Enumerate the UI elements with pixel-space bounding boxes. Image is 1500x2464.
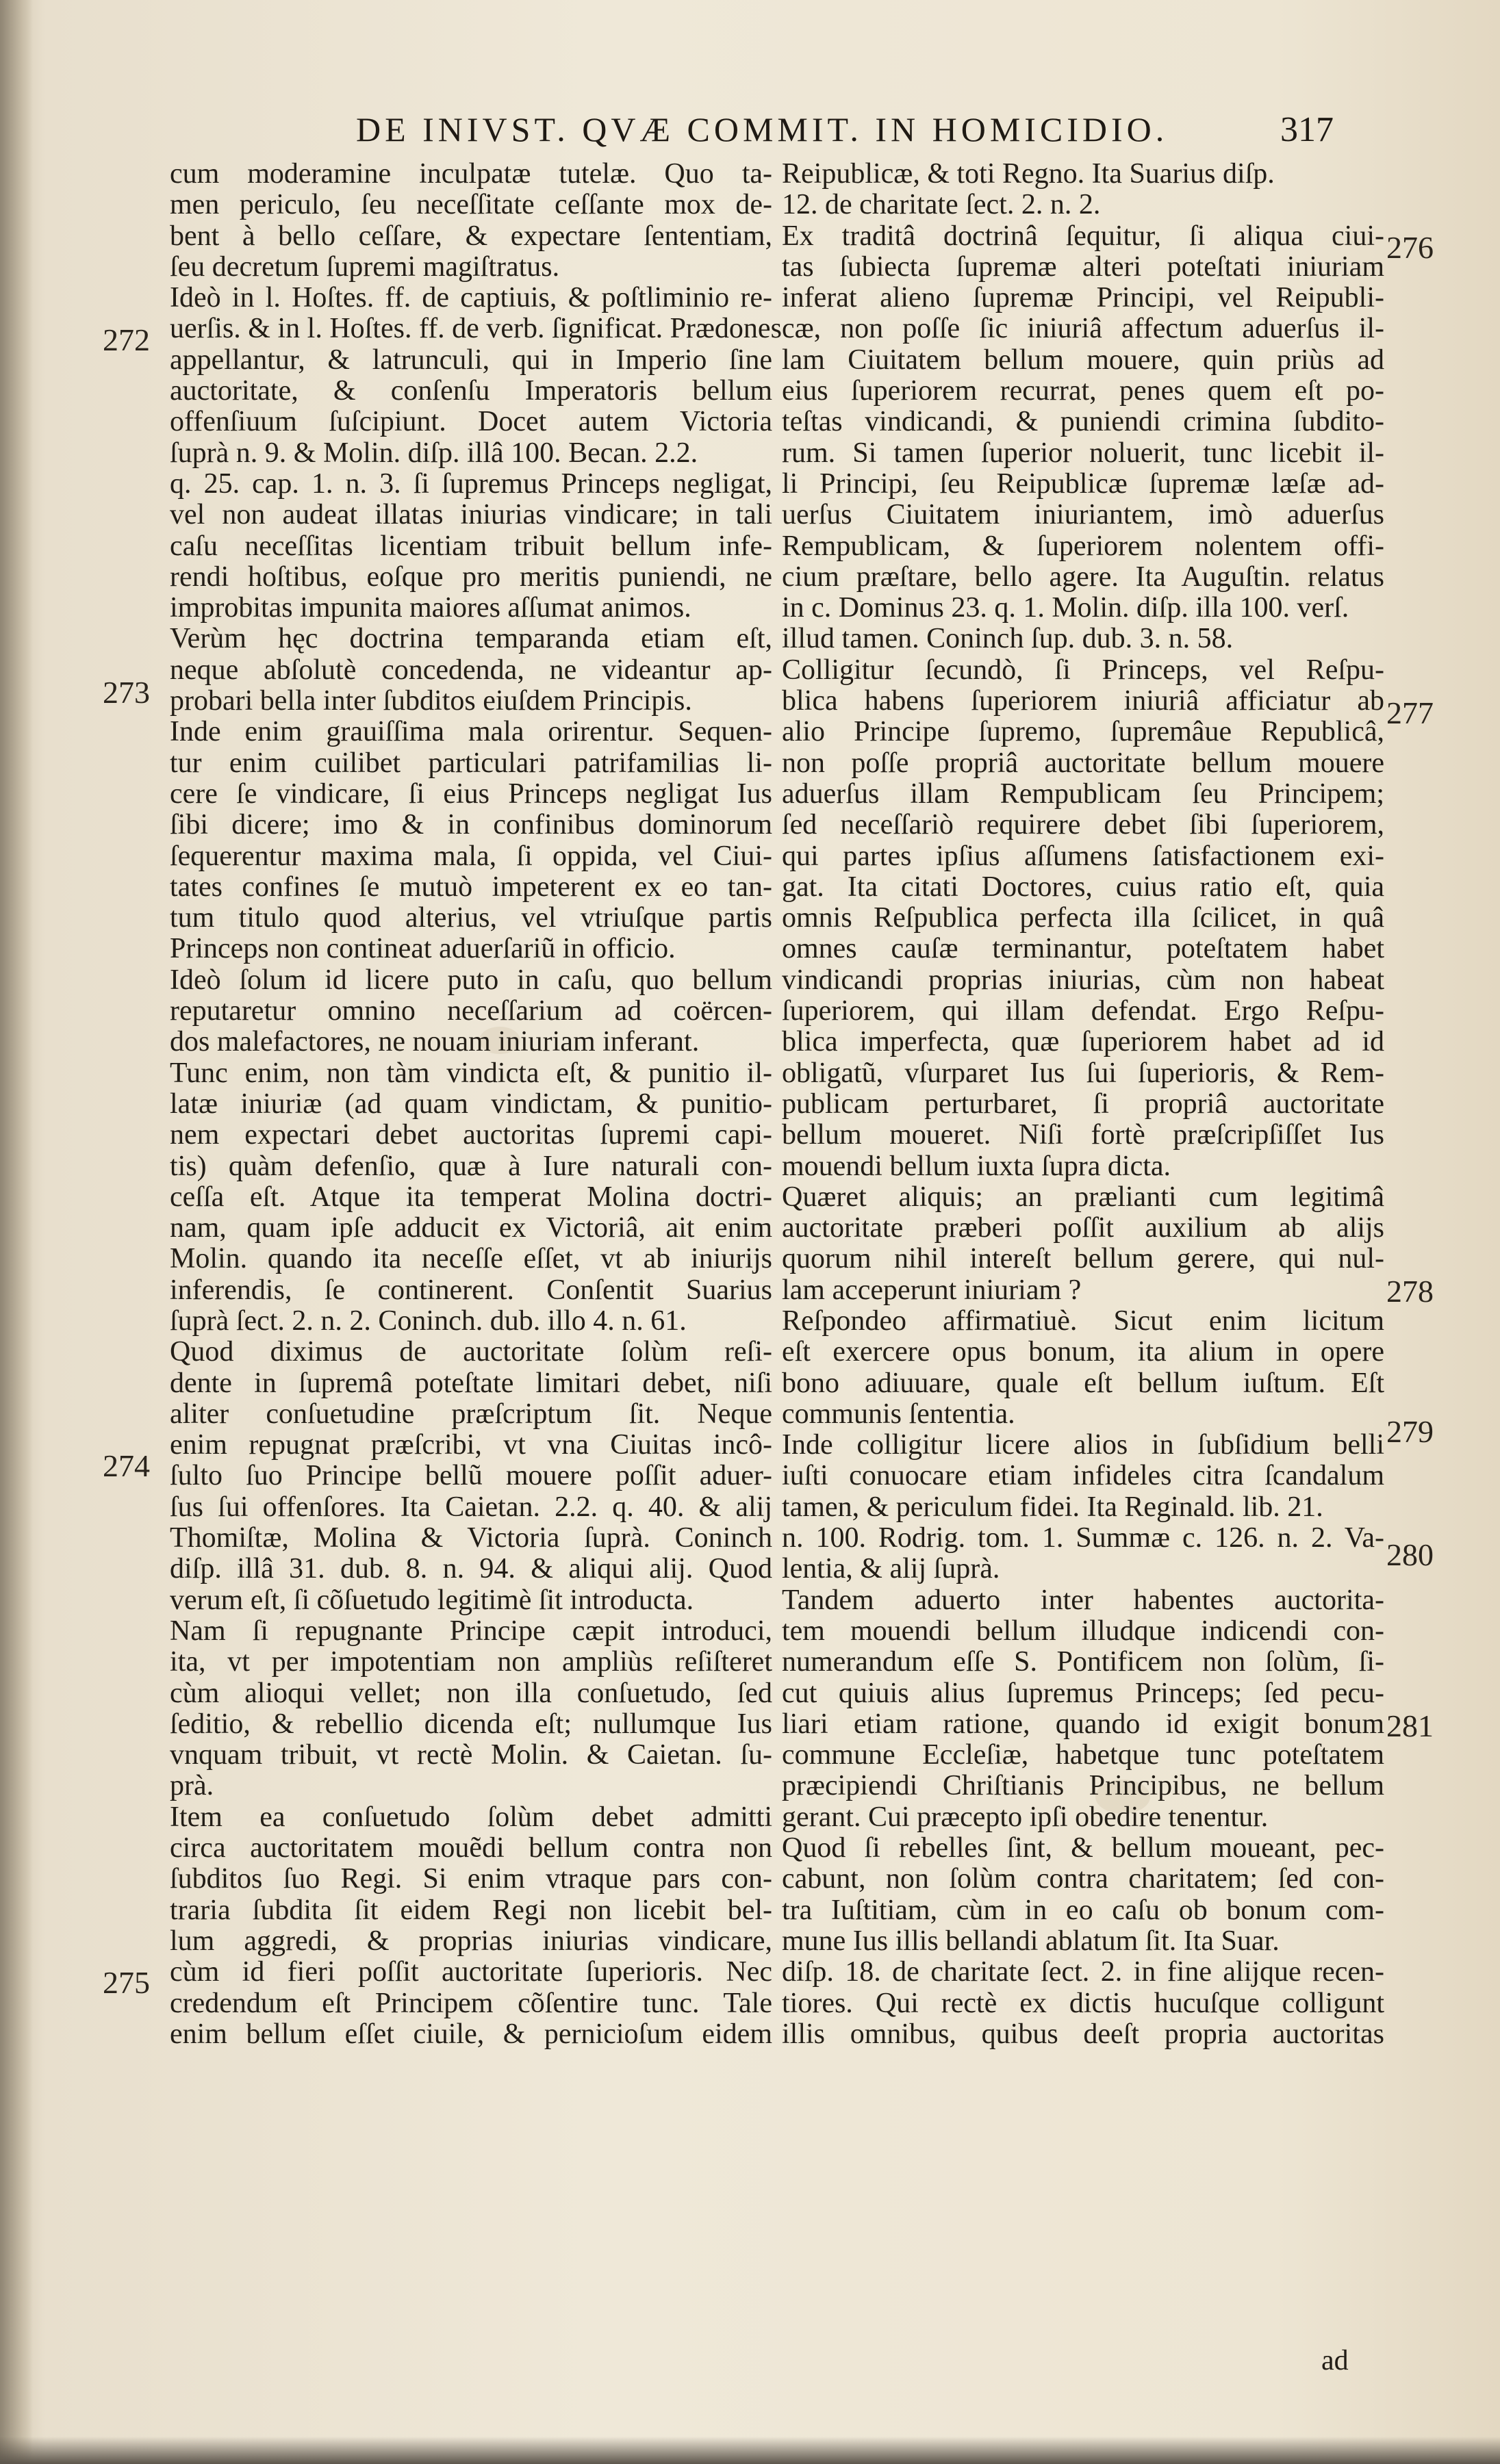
right-column-line: qui partes ipſius aſſumens ſatisfactionem exi- (782, 840, 1384, 872)
catchword: ad (1321, 2345, 1349, 2376)
right-column-line: alio Principe ſupremo, ſupremâue Republicâ, (782, 716, 1384, 748)
left-column-line: ceſſa eſt. Atque ita temperat Molina doctri- (170, 1181, 772, 1213)
right-column-line: uerſus Ciuitatem iniuriantem, imò aduerſus (782, 499, 1384, 531)
left-column-line: Inde enim grauiſſima mala orirentur. Sequen- (170, 716, 772, 748)
left-column-line: traria ſubdita ſit eidem Regi non licebit bel- (170, 1894, 772, 1926)
left-column-line: nam, quam ipſe adducit ex Victoriâ, ait enim (170, 1212, 772, 1244)
left-column-line: Princeps non contineat aduerſariũ in officio. (170, 933, 676, 965)
left-column-line: ſus ſui offenſores. Ita Caietan. 2.2. q. 40. & alij (170, 1491, 772, 1523)
left-column-line: uerſis. & in l. Hoſtes. ff. de verb. ſignificat. Prædones (170, 313, 782, 345)
right-column-line: Rempublicam, & ſuperiorem nolentem offi- (782, 530, 1384, 562)
right-column-line: li Principi, ſeu Reipublicæ ſupremæ læſæ ad- (782, 467, 1384, 500)
right-column-line: gat. Ita citati Doctores, cuius ratio eſt, quia (782, 871, 1384, 903)
right-column-line: illud tamen. Coninch ſup. dub. 3. n. 58. (782, 623, 1234, 655)
margin-number: 275 (103, 1965, 150, 2000)
left-column-line: tur enim cuilibet particulari patrifamilias li- (170, 747, 772, 779)
left-column-line: offenſiuum ſuſcipiunt. Docet autem Victoria (170, 406, 772, 438)
left-column-line: ſeditio, & rebellio dicenda eſt; nullumque Ius (170, 1708, 772, 1740)
right-column-line: blica habens ſuperiorem iniuriâ afficiatur ab (782, 685, 1384, 717)
right-column-line: Quod ſi rebelles ſint, & bellum moueant, pec- (782, 1832, 1384, 1864)
right-column-line: tem mouendi bellum illudque indicendi con- (782, 1615, 1384, 1647)
left-column-line: dos malefactores, ne nouam iniuriam inferant. (170, 1026, 700, 1058)
right-column-line: ſuperiorem, qui illam defendat. Ergo Reſpu- (782, 995, 1384, 1027)
left-column-line: Item ea conſuetudo ſolùm debet admitti (170, 1801, 772, 1833)
left-column-line: tis) quàm defenſio, quæ à Iure naturali con- (170, 1150, 772, 1182)
right-column-line: Quæret aliquis; an prælianti cum legitimâ (782, 1181, 1384, 1213)
right-column-line: quorum nihil intereſt bellum gerere, qui nul- (782, 1243, 1384, 1275)
left-column-line: ſuprà n. 9. & Molin. diſp. illâ 100. Becan. 2.2. (170, 437, 698, 469)
right-column-line: omnis Reſpublica perfecta illa ſcilicet, in quâ (782, 902, 1384, 934)
margin-number: 277 (1386, 695, 1434, 730)
left-column-line: diſp. illâ 31. dub. 8. n. 94. & aliqui alij. Quod (170, 1553, 772, 1585)
left-column-line: cùm alioqui vellet; non illa conſuetudo, ſed (170, 1677, 772, 1709)
right-column-line: cium præſtare, bello agere. Ita Auguſtin. relatus (782, 561, 1384, 593)
right-column-line: gerant. Cui præcepto ipſi obedire tenentur. (782, 1801, 1269, 1833)
running-head: DE INIVST. QVÆ COMMIT. IN HOMICIDIO. (356, 110, 1169, 149)
right-column-line: cæ, non poſſe ſic iniuriâ affectum aduerſus il- (782, 313, 1384, 345)
left-column-line: Thomiſtæ, Molina & Victoria ſuprà. Coninch (170, 1522, 772, 1554)
left-column-line: ſulto ſuo Principe bellũ mouere poſſit aduer- (170, 1460, 772, 1492)
right-column-line: commune Eccleſiæ, habetque tunc poteſtatem (782, 1739, 1384, 1771)
right-column-line: non poſſe propriâ auctoritate bellum mouere (782, 747, 1384, 779)
right-column-line: publicam perturbaret, ſi propriâ auctoritate (782, 1088, 1384, 1120)
margin-number: 273 (103, 675, 150, 710)
left-column-line: cùm id fieri poſſit auctoritate ſuperioris. Nec (170, 1956, 772, 1988)
page-number: 317 (1280, 110, 1334, 149)
left-column-line: Ideò in l. Hoſtes. ff. de captiuis, & poſtliminio re- (170, 282, 772, 314)
right-column-line: blica imperfecta, quæ ſuperiorem habet ad id (782, 1026, 1384, 1058)
left-column-line: probari bella inter ſubditos eiuſdem Principis. (170, 685, 692, 717)
left-column-line: dente in ſupremâ poteſtate limitari debet, niſi (170, 1367, 772, 1399)
right-column-line: Inde colligitur licere alios in ſubſidium belli (782, 1429, 1384, 1461)
left-column-line: vnquam tribuit, vt rectè Molin. & Caietan. ſu- (170, 1739, 772, 1771)
right-column-line: tiores. Qui rectè ex dictis hucuſque colligunt (782, 1987, 1384, 2019)
right-column-line: eſt exercere opus bonum, ita alium in opere (782, 1336, 1384, 1368)
right-column-line: iuſti conuocare etiam infideles citra ſcandalum (782, 1460, 1384, 1492)
right-column-line: cut quiuis alius ſupremus Princeps; ſed pecu- (782, 1677, 1384, 1709)
left-column-line: Nam ſi repugnante Principe cæpit introduci, (170, 1615, 772, 1647)
left-column-line: vel non audeat illatas iniurias vindicare; in tali (170, 499, 772, 531)
left-column-line: tates confines ſe mutuò impeterent ex eo tan- (170, 871, 772, 903)
left-column-line: nem expectari debet auctoritas ſupremi capi- (170, 1119, 772, 1151)
left-column-line: reputaretur omnino neceſſarium ad coërcen- (170, 995, 772, 1027)
left-column-line: appellantur, & latrunculi, qui in Imperio ſine (170, 344, 772, 376)
right-column-line: n. 100. Rodrig. tom. 1. Summæ c. 126. n. 2. Va- (782, 1522, 1384, 1554)
left-column-line: cum moderamine inculpatæ tutelæ. Quo ta- (170, 158, 772, 190)
left-column-line: enim repugnat præſcribi, vt vna Ciuitas incô- (170, 1429, 772, 1461)
left-column-line: aliter conſuetudine præſcriptum ſit. Neque (170, 1398, 772, 1430)
right-column-line: inferat alieno ſupremæ Principi, vel Reipubli- (782, 282, 1384, 314)
left-column-line: inferendis, ſe continerent. Conſentit Suarius (170, 1274, 772, 1306)
right-column-line: omnes cauſæ terminantur, poteſtatem habet (782, 933, 1384, 965)
margin-number: 274 (103, 1448, 150, 1483)
left-column-line: Ideò ſolum id licere puto in caſu, quo bellum (170, 964, 772, 996)
right-column-line: bono adiuuare, quale eſt bellum iuſtum. Eſt (782, 1367, 1384, 1399)
right-column-line: lam Ciuitatem bellum mouere, quin priùs ad (782, 344, 1384, 376)
right-column-line: Reſpondeo affirmatiuè. Sicut enim licitum (782, 1305, 1384, 1337)
left-column-line: auctoritate, & conſenſu Imperatoris bellum (170, 375, 772, 407)
margin-number: 276 (1386, 230, 1434, 265)
right-column-line: teſtas vindicandi, & puniendi crimina ſubdito- (782, 406, 1384, 438)
left-text-column (170, 158, 782, 2050)
right-column-line: in c. Dominus 23. q. 1. Molin. diſp. illa 100. verſ. (782, 592, 1349, 624)
page-bottom-edge (0, 2437, 1500, 2464)
right-column-line: aduerſus illam Rempublicam ſeu Principem; (782, 778, 1384, 810)
margin-number: 272 (103, 322, 150, 357)
right-column-line: mouendi bellum iuxta ſupra dicta. (782, 1150, 1171, 1182)
margin-number: 280 (1386, 1537, 1434, 1572)
left-column-line: q. 25. cap. 1. n. 3. ſi ſupremus Princeps negligat, (170, 467, 772, 500)
left-column-line: enim bellum eſſet ciuile, & pernicioſum eidem (170, 2018, 772, 2050)
margin-number: 279 (1386, 1414, 1434, 1449)
left-column-line: circa auctoritatem mouẽdi bellum contra non (170, 1832, 772, 1864)
left-column-line: rendi hoſtibus, eoſque pro meritis puniendi, ne (170, 561, 772, 593)
margin-number: 278 (1386, 1274, 1434, 1309)
right-column-line: diſp. 18. de charitate ſect. 2. in fine alijque recen- (782, 1956, 1384, 1988)
left-column-line: men periculo, ſeu neceſſitate ceſſante mox de- (170, 189, 772, 221)
right-column-line: tra Iuſtitiam, cùm in eo caſu ob bonum com- (782, 1894, 1384, 1926)
left-column-line: verum eſt, ſi cõſuetudo legitimè ſit introducta. (170, 1584, 694, 1616)
right-column-line: Ex traditâ doctrinâ ſequitur, ſi aliqua ciui- (782, 220, 1384, 252)
right-column-line: auctoritate præberi poſſit auxilium ab alijs (782, 1212, 1384, 1244)
right-column-line: numerandum eſſe S. Pontificem non ſolùm, ſi- (782, 1646, 1384, 1678)
right-text-column (782, 159, 1384, 2050)
left-column-line: latæ iniuriæ (ad quam vindictam, & punitio- (170, 1088, 772, 1120)
left-column-line: neque abſolutè concedenda, ne videantur ap- (170, 654, 772, 686)
right-column-line: tamen, & periculum fidei. Ita Reginald. lib. 21. (782, 1491, 1323, 1523)
right-column-line: liari etiam ratione, quando id exigit bonum (782, 1708, 1384, 1740)
left-column-line: Molin. quando ita neceſſe eſſet, vt ab iniurijs (170, 1243, 772, 1275)
right-column-line: lam acceperunt iniuriam ? (782, 1274, 1082, 1306)
right-column-line: eius ſuperiorem recurrat, penes quem eſt po- (782, 375, 1384, 407)
left-column-line: ſequerentur maxima mala, ſi oppida, vel Ciui- (170, 840, 772, 872)
right-column-line: 12. de charitate ſect. 2. n. 2. (782, 189, 1101, 221)
right-column-line: illis omnibus, quibus deeſt propria auctoritas (782, 2018, 1384, 2050)
right-column-line: obligatũ, vſurparet Ius ſui ſuperioris, & Rem- (782, 1057, 1384, 1089)
right-column-line: communis ſententia. (782, 1398, 1015, 1430)
left-column-line: Verùm hęc doctrina temparanda etiam eſt, (170, 623, 772, 655)
book-gutter-shadow (0, 0, 33, 2464)
left-column-line: Tunc enim, non tàm vindicta eſt, & punitio il- (170, 1057, 772, 1089)
left-column-line: caſu neceſſitas licentiam tribuit bellum infe- (170, 530, 772, 562)
left-column-line: lum aggredi, & proprias iniurias vindicare, (170, 1925, 772, 1957)
left-column-line: Quod diximus de auctoritate ſolùm reſi- (170, 1336, 772, 1368)
left-column-line: bent à bello ceſſare, & expectare ſententiam, (170, 220, 772, 252)
right-column-line: mune Ius illis bellandi ablatum ſit. Ita Suar. (782, 1925, 1280, 1957)
right-column-line: tas ſubiecta ſupremæ alteri poteſtati iniuriam (782, 251, 1384, 283)
right-column-line: præcipiendi Chriſtianis Principibus, ne bellum (782, 1770, 1384, 1802)
left-column-line: ſibi dicere; imo & in confinibus dominorum (170, 809, 772, 841)
left-column-line: cere ſe vindicare, ſi eius Princeps negligat Ius (170, 778, 772, 810)
left-column-line: ſubditos ſuo Regi. Si enim vtraque pars con- (170, 1863, 772, 1895)
left-column-line: credendum eſt Principem cõſentire tunc. Tale (170, 1987, 772, 2019)
right-column-line: vindicandi proprias iniurias, cùm non habeat (782, 964, 1384, 996)
right-column-line: ſed neceſſariò requirere debet ſibi ſuperiorem, (782, 809, 1384, 841)
left-column-line: tum titulo quod alterius, vel vtriuſque partis (170, 902, 772, 934)
right-column-line: Tandem aduerto inter habentes auctorita- (782, 1584, 1384, 1616)
left-column-line: ſeu decretum ſupremi magiſtratus. (170, 251, 560, 283)
right-column-line: cabunt, non ſolùm contra charitatem; ſed con- (782, 1863, 1384, 1895)
right-column-line: bellum moueret. Niſi fortè præſcripſiſſet Ius (782, 1119, 1384, 1151)
right-column-line: rum. Si tamen ſuperior noluerit, tunc licebit il- (782, 437, 1384, 469)
right-column-line: Reipublicæ, & toti Regno. Ita Suarius diſp. (782, 158, 1275, 190)
left-column-line: improbitas impunita maiores aſſumat animos. (170, 592, 691, 624)
right-column-line: Colligitur ſecundò, ſi Princeps, vel Reſpu- (782, 654, 1384, 686)
left-column-line: ita, vt per impotentiam non ampliùs reſiſteret (170, 1646, 772, 1678)
margin-number: 281 (1386, 1708, 1434, 1743)
left-column-line: ſuprà ſect. 2. n. 2. Coninch. dub. illo 4. n. 61. (170, 1305, 687, 1337)
right-column-line: lentia, & alij ſuprà. (782, 1553, 1000, 1585)
left-column-line: prà. (170, 1770, 214, 1802)
